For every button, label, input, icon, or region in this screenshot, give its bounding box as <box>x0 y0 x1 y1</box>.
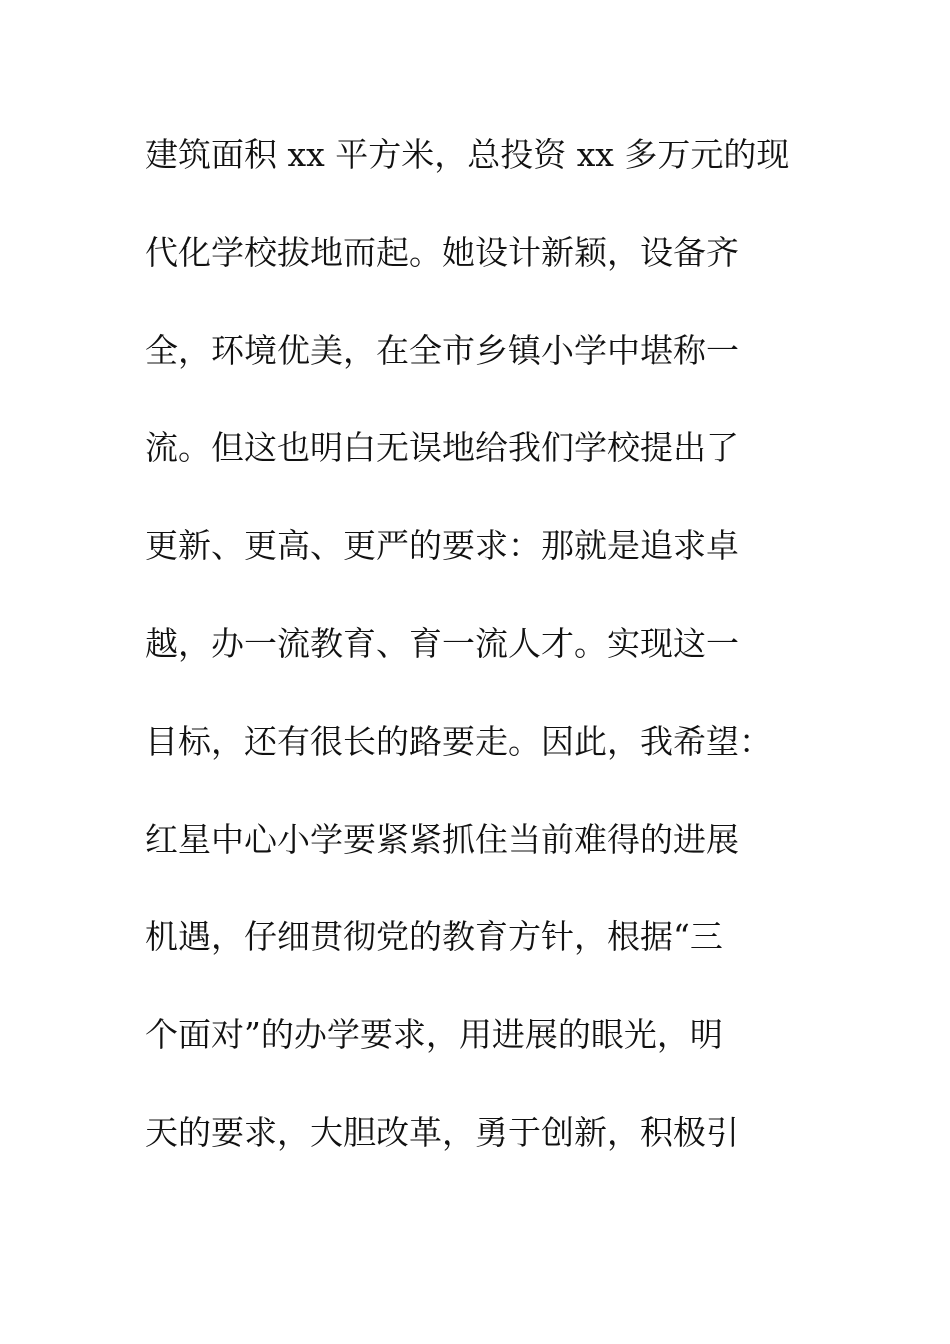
text-line-11: 天的要求，大胆改革，勇于创新，积极引 <box>145 1112 739 1152</box>
text-line-10: 个面对”的办学要求，用进展的眼光，明 <box>145 1015 723 1055</box>
text-line-5: 更新、更高、更严的要求：那就是追求卓 <box>145 526 739 566</box>
text-line-2: 代化学校拔地而起。她设计新颖，设备齐 <box>145 232 739 272</box>
text-line-6: 越，办一流教育、育一流人才。实现这一 <box>145 623 739 663</box>
text-line-7: 目标，还有很长的路要走。因此，我希望： <box>145 721 772 761</box>
text-line-4: 流。但这也明白无误地给我们学校提出了 <box>145 428 739 468</box>
text-line-8: 红星中心小学要紧紧抓住当前难得的进展 <box>145 819 739 859</box>
text-line-3: 全，环境优美，在全市乡镇小学中堪称一 <box>145 330 739 370</box>
text-line-9: 机遇，仔细贯彻党的教育方针，根据“三 <box>145 917 723 957</box>
body-text <box>145 127 815 1203</box>
text-line-1: 建筑面积 xx 平方米，总投资 xx 多万元的现 <box>145 135 790 174</box>
